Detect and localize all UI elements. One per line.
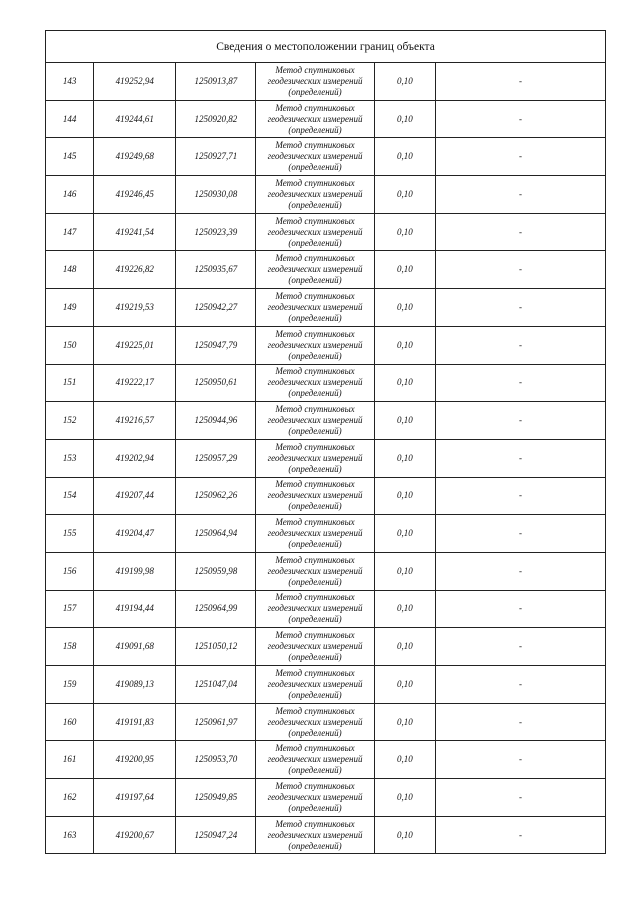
- x-coordinate-cell: 419191,83: [94, 703, 176, 741]
- x-coordinate-cell: 419225,01: [94, 326, 176, 364]
- method-line-1: Метод спутниковых: [275, 441, 355, 452]
- method-line-1: Метод спутниковых: [275, 215, 355, 226]
- precision-cell: 0,10: [374, 666, 435, 704]
- table-row: [46, 552, 606, 590]
- precision-cell: 0,10: [374, 552, 435, 590]
- table-row: [46, 402, 606, 440]
- x-coordinate-cell: 419194,44: [94, 590, 176, 628]
- y-coordinate-cell: 1250964,99: [176, 590, 256, 628]
- point-number-cell: 158: [46, 628, 94, 666]
- y-coordinate-cell: 1250913,87: [176, 63, 256, 101]
- x-coordinate-cell: 419091,68: [94, 628, 176, 666]
- table-row: [46, 100, 606, 138]
- point-number-cell: 160: [46, 703, 94, 741]
- method-line-2: геодезических измерений: [267, 641, 363, 652]
- table-row: [46, 703, 606, 741]
- method-line-1: Метод спутниковых: [275, 177, 355, 188]
- method-line-1: Метод спутниковых: [275, 705, 355, 716]
- point-number-cell: 150: [46, 326, 94, 364]
- method-line-2: геодезических измерений: [267, 528, 363, 539]
- precision-cell: 0,10: [374, 100, 435, 138]
- x-coordinate-cell: 419241,54: [94, 213, 176, 251]
- y-coordinate-cell: 1250950,61: [176, 364, 256, 402]
- method-line-3: (определений): [288, 802, 342, 813]
- method-line-1: Метод спутниковых: [275, 743, 355, 754]
- method-cell: [256, 477, 374, 515]
- table-title: Сведения о местоположении границ объекта: [46, 31, 606, 63]
- method-line-1: Метод спутниковых: [275, 64, 355, 75]
- point-number-cell: 145: [46, 138, 94, 176]
- method-line-3: (определений): [288, 350, 342, 361]
- method-line-1: Метод спутниковых: [275, 630, 355, 641]
- point-number-cell: 144: [46, 100, 94, 138]
- description-cell: -: [436, 364, 606, 402]
- method-cell: [256, 552, 374, 590]
- method-line-2: геодезических измерений: [267, 339, 363, 350]
- method-line-3: (определений): [288, 689, 342, 700]
- table-body: [46, 31, 606, 854]
- method-line-1: Метод спутниковых: [275, 818, 355, 829]
- method-line-2: геодезических измерений: [267, 603, 363, 614]
- method-line-2: геодезических измерений: [267, 226, 363, 237]
- y-coordinate-cell: 1250930,08: [176, 176, 256, 214]
- method-line-2: геодезических измерений: [267, 490, 363, 501]
- table-row: [46, 590, 606, 628]
- method-cell: [256, 779, 374, 817]
- description-cell: -: [436, 326, 606, 364]
- point-number-cell: 153: [46, 439, 94, 477]
- method-line-2: геодезических измерений: [267, 264, 363, 275]
- point-number-cell: 151: [46, 364, 94, 402]
- method-line-1: Метод спутниковых: [275, 404, 355, 415]
- method-line-2: геодезических измерений: [267, 415, 363, 426]
- method-line-3: (определений): [288, 312, 342, 323]
- y-coordinate-cell: 1250947,79: [176, 326, 256, 364]
- method-line-1: Метод спутниковых: [275, 253, 355, 264]
- method-line-3: (определений): [288, 614, 342, 625]
- precision-cell: 0,10: [374, 477, 435, 515]
- x-coordinate-cell: 419249,68: [94, 138, 176, 176]
- method-line-2: геодезических измерений: [267, 151, 363, 162]
- y-coordinate-cell: 1250962,26: [176, 477, 256, 515]
- y-coordinate-cell: 1250964,94: [176, 515, 256, 553]
- method-line-3: (определений): [288, 199, 342, 210]
- y-coordinate-cell: 1251050,12: [176, 628, 256, 666]
- method-line-1: Метод спутниковых: [275, 780, 355, 791]
- precision-cell: 0,10: [374, 176, 435, 214]
- method-line-1: Метод спутниковых: [275, 366, 355, 377]
- y-coordinate-cell: 1250920,82: [176, 100, 256, 138]
- method-line-2: геодезических измерений: [267, 754, 363, 765]
- table-row: [46, 666, 606, 704]
- x-coordinate-cell: 419202,94: [94, 439, 176, 477]
- y-coordinate-cell: 1251047,04: [176, 666, 256, 704]
- x-coordinate-cell: 419244,61: [94, 100, 176, 138]
- x-coordinate-cell: 419216,57: [94, 402, 176, 440]
- x-coordinate-cell: 419200,95: [94, 741, 176, 779]
- method-line-3: (определений): [288, 840, 342, 851]
- method-cell: [256, 439, 374, 477]
- point-number-cell: 143: [46, 63, 94, 101]
- precision-cell: 0,10: [374, 364, 435, 402]
- table-row: [46, 63, 606, 101]
- table-row: [46, 816, 606, 854]
- precision-cell: 0,10: [374, 251, 435, 289]
- method-line-3: (определений): [288, 162, 342, 173]
- method-cell: [256, 666, 374, 704]
- description-cell: -: [436, 63, 606, 101]
- description-cell: -: [436, 100, 606, 138]
- table-row: [46, 439, 606, 477]
- description-cell: -: [436, 666, 606, 704]
- table-row: [46, 741, 606, 779]
- title-row: [46, 31, 606, 63]
- y-coordinate-cell: 1250961,97: [176, 703, 256, 741]
- description-cell: -: [436, 552, 606, 590]
- point-number-cell: 159: [46, 666, 94, 704]
- method-line-3: (определений): [288, 124, 342, 135]
- method-line-2: геодезических измерений: [267, 377, 363, 388]
- method-line-1: Метод спутниковых: [275, 328, 355, 339]
- method-line-3: (определений): [288, 388, 342, 399]
- precision-cell: 0,10: [374, 402, 435, 440]
- method-line-1: Метод спутниковых: [275, 102, 355, 113]
- precision-cell: 0,10: [374, 439, 435, 477]
- precision-cell: 0,10: [374, 628, 435, 666]
- description-cell: -: [436, 779, 606, 817]
- method-cell: [256, 213, 374, 251]
- y-coordinate-cell: 1250949,85: [176, 779, 256, 817]
- method-line-3: (определений): [288, 275, 342, 286]
- method-cell: [256, 402, 374, 440]
- precision-cell: 0,10: [374, 816, 435, 854]
- description-cell: -: [436, 251, 606, 289]
- boundary-coordinates-table: [45, 30, 606, 854]
- precision-cell: 0,10: [374, 703, 435, 741]
- method-cell: [256, 326, 374, 364]
- x-coordinate-cell: 419252,94: [94, 63, 176, 101]
- method-cell: [256, 741, 374, 779]
- precision-cell: 0,10: [374, 63, 435, 101]
- x-coordinate-cell: 419207,44: [94, 477, 176, 515]
- description-cell: -: [436, 703, 606, 741]
- table-row: [46, 779, 606, 817]
- description-cell: -: [436, 289, 606, 327]
- method-line-2: геодезических измерений: [267, 452, 363, 463]
- method-line-1: Метод спутниковых: [275, 479, 355, 490]
- table-row: [46, 138, 606, 176]
- method-cell: [256, 816, 374, 854]
- x-coordinate-cell: 419197,64: [94, 779, 176, 817]
- method-line-1: Метод спутниковых: [275, 290, 355, 301]
- description-cell: -: [436, 590, 606, 628]
- point-number-cell: 146: [46, 176, 94, 214]
- description-cell: -: [436, 816, 606, 854]
- description-cell: -: [436, 439, 606, 477]
- x-coordinate-cell: 419089,13: [94, 666, 176, 704]
- y-coordinate-cell: 1250947,24: [176, 816, 256, 854]
- point-number-cell: 147: [46, 213, 94, 251]
- table-row: [46, 251, 606, 289]
- table-row: [46, 477, 606, 515]
- precision-cell: 0,10: [374, 779, 435, 817]
- method-line-2: геодезических измерений: [267, 113, 363, 124]
- description-cell: -: [436, 138, 606, 176]
- method-line-1: Метод спутниковых: [275, 554, 355, 565]
- point-number-cell: 161: [46, 741, 94, 779]
- description-cell: -: [436, 213, 606, 251]
- point-number-cell: 152: [46, 402, 94, 440]
- x-coordinate-cell: 419246,45: [94, 176, 176, 214]
- description-cell: -: [436, 628, 606, 666]
- method-cell: [256, 590, 374, 628]
- method-line-3: (определений): [288, 237, 342, 248]
- x-coordinate-cell: 419226,82: [94, 251, 176, 289]
- method-line-2: геодезических измерений: [267, 75, 363, 86]
- method-line-3: (определений): [288, 652, 342, 663]
- point-number-cell: 149: [46, 289, 94, 327]
- precision-cell: 0,10: [374, 515, 435, 553]
- precision-cell: 0,10: [374, 289, 435, 327]
- method-cell: [256, 63, 374, 101]
- y-coordinate-cell: 1250923,39: [176, 213, 256, 251]
- method-line-2: геодезических измерений: [267, 188, 363, 199]
- table-row: [46, 289, 606, 327]
- y-coordinate-cell: 1250927,71: [176, 138, 256, 176]
- point-number-cell: 163: [46, 816, 94, 854]
- method-line-3: (определений): [288, 463, 342, 474]
- point-number-cell: 154: [46, 477, 94, 515]
- description-cell: -: [436, 741, 606, 779]
- x-coordinate-cell: 419200,67: [94, 816, 176, 854]
- y-coordinate-cell: 1250953,70: [176, 741, 256, 779]
- y-coordinate-cell: 1250957,29: [176, 439, 256, 477]
- method-line-2: геодезических измерений: [267, 678, 363, 689]
- method-cell: [256, 176, 374, 214]
- point-number-cell: 148: [46, 251, 94, 289]
- y-coordinate-cell: 1250959,98: [176, 552, 256, 590]
- description-cell: -: [436, 402, 606, 440]
- table-row: [46, 515, 606, 553]
- table-row: [46, 176, 606, 214]
- x-coordinate-cell: 419204,47: [94, 515, 176, 553]
- method-cell: [256, 703, 374, 741]
- point-number-cell: 162: [46, 779, 94, 817]
- precision-cell: 0,10: [374, 326, 435, 364]
- x-coordinate-cell: 419222,17: [94, 364, 176, 402]
- method-cell: [256, 100, 374, 138]
- x-coordinate-cell: 419219,53: [94, 289, 176, 327]
- method-line-1: Метод спутниковых: [275, 140, 355, 151]
- point-number-cell: 156: [46, 552, 94, 590]
- method-line-1: Метод спутниковых: [275, 517, 355, 528]
- description-cell: -: [436, 477, 606, 515]
- description-cell: -: [436, 515, 606, 553]
- y-coordinate-cell: 1250944,96: [176, 402, 256, 440]
- method-line-3: (определений): [288, 765, 342, 776]
- method-line-1: Метод спутниковых: [275, 592, 355, 603]
- precision-cell: 0,10: [374, 741, 435, 779]
- method-cell: [256, 138, 374, 176]
- method-cell: [256, 251, 374, 289]
- point-number-cell: 155: [46, 515, 94, 553]
- precision-cell: 0,10: [374, 213, 435, 251]
- precision-cell: 0,10: [374, 138, 435, 176]
- method-line-2: геодезических измерений: [267, 829, 363, 840]
- description-cell: -: [436, 176, 606, 214]
- method-cell: [256, 515, 374, 553]
- method-cell: [256, 628, 374, 666]
- method-line-3: (определений): [288, 727, 342, 738]
- y-coordinate-cell: 1250935,67: [176, 251, 256, 289]
- method-line-2: геодезических измерений: [267, 791, 363, 802]
- method-line-2: геодезических измерений: [267, 716, 363, 727]
- table-row: [46, 628, 606, 666]
- table-row: [46, 326, 606, 364]
- method-cell: [256, 289, 374, 327]
- method-line-1: Метод спутниковых: [275, 667, 355, 678]
- method-line-2: геодезических измерений: [267, 565, 363, 576]
- method-line-3: (определений): [288, 86, 342, 97]
- method-line-3: (определений): [288, 576, 342, 587]
- table-row: [46, 364, 606, 402]
- method-cell: [256, 364, 374, 402]
- method-line-2: геодезических измерений: [267, 301, 363, 312]
- point-number-cell: 157: [46, 590, 94, 628]
- table-row: [46, 213, 606, 251]
- method-line-3: (определений): [288, 426, 342, 437]
- method-line-3: (определений): [288, 501, 342, 512]
- y-coordinate-cell: 1250942,27: [176, 289, 256, 327]
- method-line-3: (определений): [288, 539, 342, 550]
- x-coordinate-cell: 419199,98: [94, 552, 176, 590]
- precision-cell: 0,10: [374, 590, 435, 628]
